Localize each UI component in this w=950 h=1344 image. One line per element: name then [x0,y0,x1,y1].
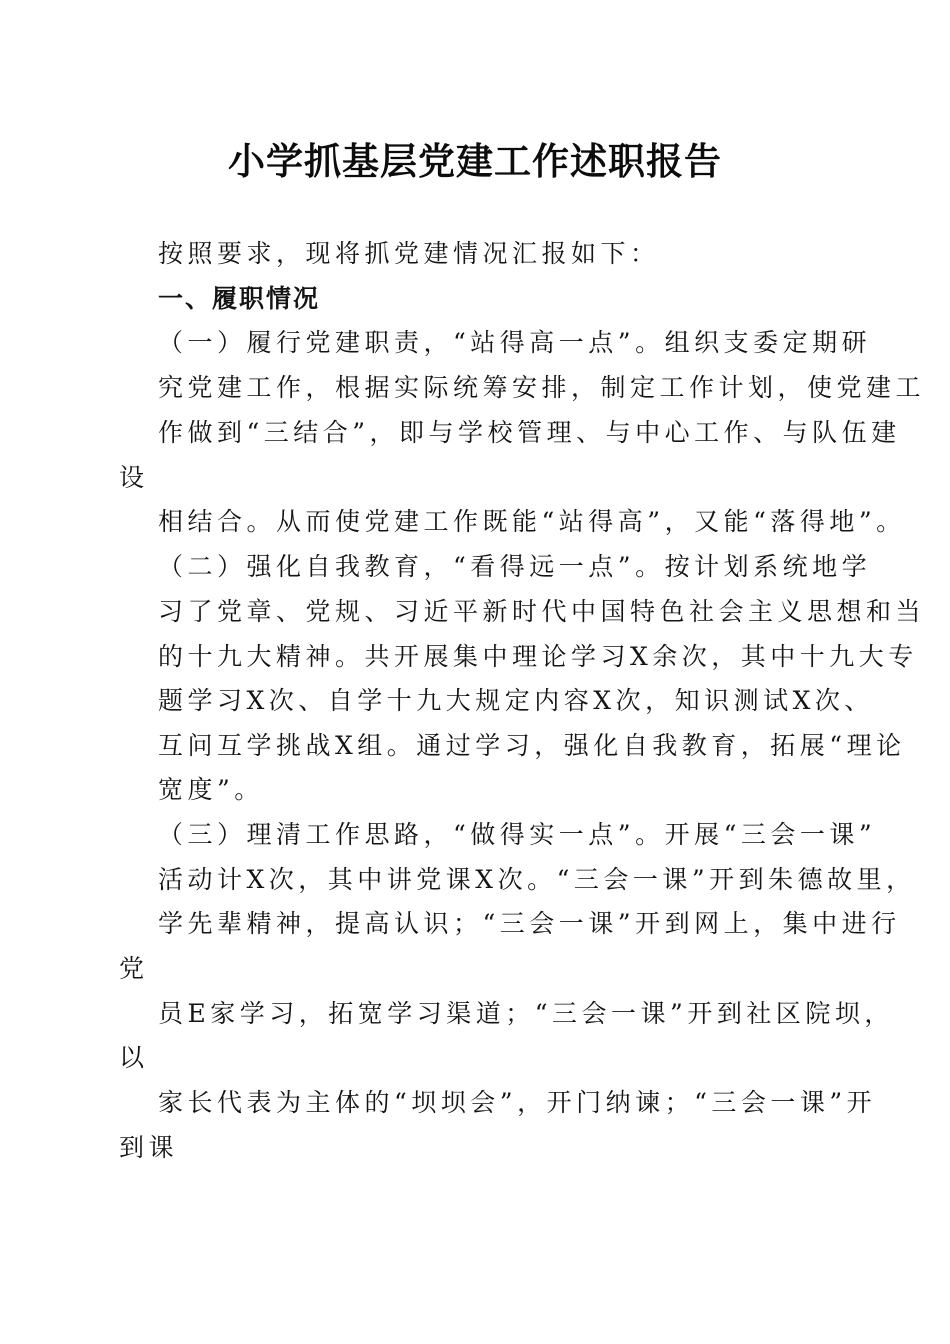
paragraph-line: 的十九大精神。共开展集中理论学习X余次，其中十九大专 [158,642,918,671]
paragraph-line: 习了党章、党规、习近平新时代中国特色社会主义思想和当 [158,597,926,626]
paragraph-line: （一）履行党建职责，“站得高一点”。组织支委定期研 [158,328,872,357]
paragraph-line: 互问互学挑战X组。通过学习，强化自我教育，拓展“理论 [158,731,906,760]
paragraph-line: 活动计X次，其中讲党课X次。“三会一课”开到朱德故里， [158,865,916,894]
paragraph-line: 设 [119,463,149,492]
paragraph-line: 宽度”。 [158,775,264,804]
paragraph-line: （二）强化自我教育，“看得远一点”。按计划系统地学 [158,552,872,581]
section-heading: 一、履职情况 [158,284,321,313]
paragraph-line: 党 [119,954,149,983]
paragraph-line: 到课 [119,1133,179,1162]
paragraph-line: 家长代表为主体的“坝坝会”，开门纳谏；“三会一课”开 [158,1088,877,1117]
paragraph-line: 按照要求，现将抓党建情况汇报如下： [158,239,660,268]
paragraph-line: 学先辈精神，提高认识；“三会一课”开到网上，集中进行 [158,909,901,938]
paragraph-line: 员E家学习，拓宽学习渠道；“三会一课”开到社区院坝， [158,999,894,1028]
paragraph-line: （三）理清工作思路，“做得实一点”。开展“三会一课” [158,820,877,849]
paragraph-line: 究党建工作，根据实际统筹安排，制定工作计划，使党建工 [158,373,926,402]
paragraph-line: 相结合。从而使党建工作既能“站得高”，又能“落得地”。 [158,507,906,536]
paragraph-line: 以 [119,1043,149,1072]
page-title: 小学抓基层党建工作述职报告 [228,139,722,183]
paragraph-line: 题学习X次、自学十九大规定内容X次，知识测试X次、 [158,686,874,715]
paragraph-line: 作做到“三结合”，即与学校管理、与中心工作、与队伍建 [158,418,901,447]
